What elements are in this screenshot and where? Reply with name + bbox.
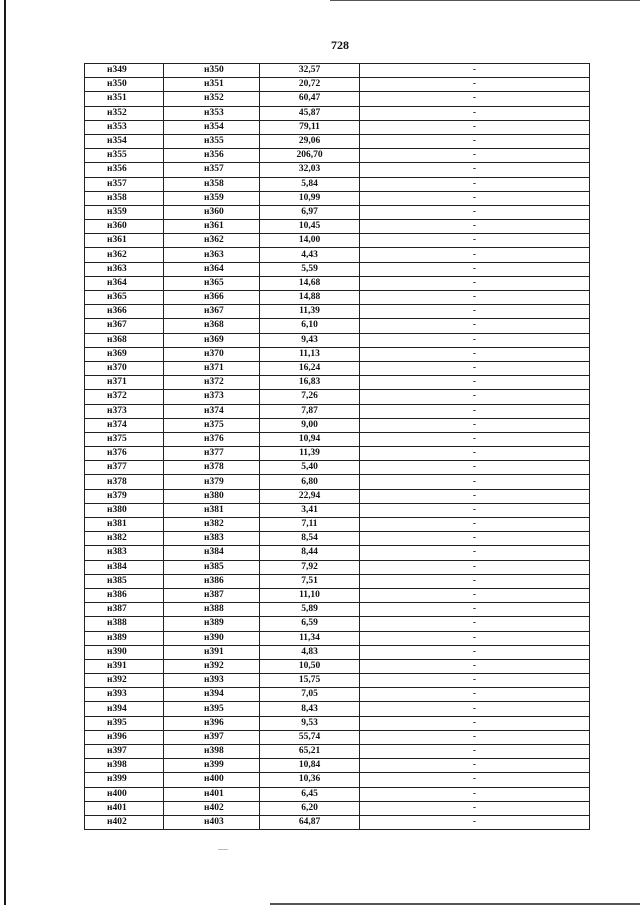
from-point-cell: н380 — [85, 503, 164, 517]
table-row — [85, 503, 590, 517]
note-cell: - — [360, 149, 590, 163]
length-cell: 6,59 — [260, 617, 360, 631]
note-cell: - — [360, 234, 590, 248]
from-point-cell: н389 — [85, 631, 164, 645]
length-cell: 5,89 — [260, 603, 360, 617]
to-point-cell: н351 — [164, 78, 260, 92]
length-cell: 7,51 — [260, 574, 360, 588]
length-cell: 60,47 — [260, 92, 360, 106]
to-point-cell: н390 — [164, 631, 260, 645]
from-point-cell: н382 — [85, 532, 164, 546]
table-row — [85, 390, 590, 404]
note-cell: - — [360, 503, 590, 517]
note-cell: - — [360, 518, 590, 532]
note-cell: - — [360, 801, 590, 815]
to-point-cell: н366 — [164, 291, 260, 305]
table-row — [85, 220, 590, 234]
note-cell: - — [360, 78, 590, 92]
table-row — [85, 347, 590, 361]
note-cell: - — [360, 730, 590, 744]
note-cell: - — [360, 418, 590, 432]
note-cell: - — [360, 532, 590, 546]
note-cell: - — [360, 106, 590, 120]
length-cell: 10,36 — [260, 773, 360, 787]
length-cell: 16,83 — [260, 376, 360, 390]
to-point-cell: н384 — [164, 546, 260, 560]
length-cell: 206,70 — [260, 149, 360, 163]
note-cell: - — [360, 305, 590, 319]
to-point-cell: н367 — [164, 305, 260, 319]
note-cell: - — [360, 163, 590, 177]
to-point-cell: н376 — [164, 432, 260, 446]
table-row — [85, 815, 590, 829]
from-point-cell: н363 — [85, 262, 164, 276]
length-cell: 6,97 — [260, 205, 360, 219]
to-point-cell: н378 — [164, 461, 260, 475]
to-point-cell: н380 — [164, 489, 260, 503]
length-cell: 10,50 — [260, 659, 360, 673]
length-cell: 10,94 — [260, 432, 360, 446]
table-row — [85, 163, 590, 177]
table-row — [85, 773, 590, 787]
from-point-cell: н392 — [85, 674, 164, 688]
to-point-cell: н362 — [164, 234, 260, 248]
to-point-cell: н359 — [164, 191, 260, 205]
table-row — [85, 120, 590, 134]
from-point-cell: н354 — [85, 134, 164, 148]
note-cell: - — [360, 319, 590, 333]
table-row — [85, 560, 590, 574]
from-point-cell: н365 — [85, 291, 164, 305]
length-cell: 15,75 — [260, 674, 360, 688]
from-point-cell: н352 — [85, 106, 164, 120]
note-cell: - — [360, 603, 590, 617]
to-point-cell: н402 — [164, 801, 260, 815]
to-point-cell: н379 — [164, 475, 260, 489]
to-point-cell: н373 — [164, 390, 260, 404]
table-row — [85, 64, 590, 78]
to-point-cell: н350 — [164, 64, 260, 78]
note-cell: - — [360, 560, 590, 574]
note-cell: - — [360, 92, 590, 106]
to-point-cell: н357 — [164, 163, 260, 177]
length-cell: 11,10 — [260, 588, 360, 602]
from-point-cell: н369 — [85, 347, 164, 361]
note-cell: - — [360, 546, 590, 560]
length-cell: 7,26 — [260, 390, 360, 404]
note-cell: - — [360, 447, 590, 461]
note-cell: - — [360, 688, 590, 702]
length-cell: 3,41 — [260, 503, 360, 517]
to-point-cell: н354 — [164, 120, 260, 134]
table-row — [85, 518, 590, 532]
length-cell: 29,06 — [260, 134, 360, 148]
length-cell: 7,11 — [260, 518, 360, 532]
table-row — [85, 631, 590, 645]
to-point-cell: н386 — [164, 574, 260, 588]
from-point-cell: н394 — [85, 702, 164, 716]
table-row — [85, 532, 590, 546]
table-row — [85, 659, 590, 673]
table-row — [85, 291, 590, 305]
from-point-cell: н388 — [85, 617, 164, 631]
from-point-cell: н383 — [85, 546, 164, 560]
note-cell: - — [360, 716, 590, 730]
from-point-cell: н398 — [85, 759, 164, 773]
from-point-cell: н390 — [85, 645, 164, 659]
to-point-cell: н365 — [164, 276, 260, 290]
from-point-cell: н372 — [85, 390, 164, 404]
from-point-cell: н391 — [85, 659, 164, 673]
note-cell: - — [360, 177, 590, 191]
from-point-cell: н401 — [85, 801, 164, 815]
length-cell: 7,87 — [260, 404, 360, 418]
length-cell: 8,43 — [260, 702, 360, 716]
to-point-cell: н401 — [164, 787, 260, 801]
from-point-cell: н385 — [85, 574, 164, 588]
to-point-cell: н391 — [164, 645, 260, 659]
table-row — [85, 134, 590, 148]
table-row — [85, 276, 590, 290]
length-cell: 6,20 — [260, 801, 360, 815]
from-point-cell: н395 — [85, 716, 164, 730]
note-cell: - — [360, 120, 590, 134]
from-point-cell: н375 — [85, 432, 164, 446]
to-point-cell: н371 — [164, 361, 260, 375]
from-point-cell: н351 — [85, 92, 164, 106]
note-cell: - — [360, 361, 590, 375]
length-cell: 5,40 — [260, 461, 360, 475]
table-row — [85, 447, 590, 461]
table-row — [85, 588, 590, 602]
table-row — [85, 489, 590, 503]
length-cell: 10,99 — [260, 191, 360, 205]
from-point-cell: н377 — [85, 461, 164, 475]
from-point-cell: н399 — [85, 773, 164, 787]
length-cell: 14,68 — [260, 276, 360, 290]
note-cell: - — [360, 461, 590, 475]
length-cell: 6,45 — [260, 787, 360, 801]
length-cell: 32,57 — [260, 64, 360, 78]
table-row — [85, 475, 590, 489]
from-point-cell: н362 — [85, 248, 164, 262]
from-point-cell: н355 — [85, 149, 164, 163]
table-row — [85, 78, 590, 92]
to-point-cell: н400 — [164, 773, 260, 787]
to-point-cell: н396 — [164, 716, 260, 730]
table-row — [85, 787, 590, 801]
to-point-cell: н397 — [164, 730, 260, 744]
table-row — [85, 674, 590, 688]
scan-edge-top — [330, 0, 640, 1]
from-point-cell: н400 — [85, 787, 164, 801]
length-cell: 65,21 — [260, 745, 360, 759]
note-cell: - — [360, 574, 590, 588]
from-point-cell: н381 — [85, 518, 164, 532]
note-cell: - — [360, 759, 590, 773]
table-row — [85, 716, 590, 730]
length-cell: 55,74 — [260, 730, 360, 744]
note-cell: - — [360, 631, 590, 645]
from-point-cell: н370 — [85, 361, 164, 375]
note-cell: - — [360, 588, 590, 602]
table-row — [85, 205, 590, 219]
to-point-cell: н372 — [164, 376, 260, 390]
table-row — [85, 191, 590, 205]
to-point-cell: н368 — [164, 319, 260, 333]
table-row — [85, 305, 590, 319]
from-point-cell: н361 — [85, 234, 164, 248]
to-point-cell: н377 — [164, 447, 260, 461]
to-point-cell: н389 — [164, 617, 260, 631]
table-row — [85, 92, 590, 106]
from-point-cell: н356 — [85, 163, 164, 177]
to-point-cell: н358 — [164, 177, 260, 191]
length-cell: 20,72 — [260, 78, 360, 92]
length-cell: 7,05 — [260, 688, 360, 702]
length-cell: 9,43 — [260, 333, 360, 347]
from-point-cell: н396 — [85, 730, 164, 744]
scan-edge-left — [4, 0, 6, 905]
table-row — [85, 333, 590, 347]
from-point-cell: н376 — [85, 447, 164, 461]
length-cell: 11,39 — [260, 305, 360, 319]
length-cell: 8,54 — [260, 532, 360, 546]
note-cell: - — [360, 333, 590, 347]
length-cell: 9,53 — [260, 716, 360, 730]
from-point-cell: н378 — [85, 475, 164, 489]
table-row — [85, 404, 590, 418]
note-cell: - — [360, 134, 590, 148]
length-cell: 6,80 — [260, 475, 360, 489]
to-point-cell: н387 — [164, 588, 260, 602]
note-cell: - — [360, 291, 590, 305]
length-cell: 11,13 — [260, 347, 360, 361]
table-row — [85, 745, 590, 759]
to-point-cell: н388 — [164, 603, 260, 617]
table-row — [85, 319, 590, 333]
note-cell: - — [360, 617, 590, 631]
note-cell: - — [360, 773, 590, 787]
from-point-cell: н397 — [85, 745, 164, 759]
to-point-cell: н360 — [164, 205, 260, 219]
from-point-cell: н360 — [85, 220, 164, 234]
to-point-cell: н385 — [164, 560, 260, 574]
length-cell: 7,92 — [260, 560, 360, 574]
from-point-cell: н387 — [85, 603, 164, 617]
from-point-cell: н374 — [85, 418, 164, 432]
note-cell: - — [360, 404, 590, 418]
note-cell: - — [360, 475, 590, 489]
to-point-cell: н403 — [164, 815, 260, 829]
length-cell: 45,87 — [260, 106, 360, 120]
table-row — [85, 617, 590, 631]
to-point-cell: н355 — [164, 134, 260, 148]
note-cell: - — [360, 276, 590, 290]
length-cell: 10,84 — [260, 759, 360, 773]
table-row — [85, 461, 590, 475]
note-cell: - — [360, 262, 590, 276]
from-point-cell: н373 — [85, 404, 164, 418]
table-row — [85, 361, 590, 375]
note-cell: - — [360, 659, 590, 673]
from-point-cell: н353 — [85, 120, 164, 134]
note-cell: - — [360, 745, 590, 759]
to-point-cell: н361 — [164, 220, 260, 234]
from-point-cell: н379 — [85, 489, 164, 503]
table-row — [85, 248, 590, 262]
from-point-cell: н357 — [85, 177, 164, 191]
from-point-cell: н367 — [85, 319, 164, 333]
note-cell: - — [360, 376, 590, 390]
note-cell: - — [360, 674, 590, 688]
length-cell: 11,39 — [260, 447, 360, 461]
length-cell: 8,44 — [260, 546, 360, 560]
table-row — [85, 801, 590, 815]
table-row — [85, 376, 590, 390]
length-cell: 10,45 — [260, 220, 360, 234]
note-cell: - — [360, 815, 590, 829]
length-cell: 5,84 — [260, 177, 360, 191]
from-point-cell: н359 — [85, 205, 164, 219]
length-cell: 4,43 — [260, 248, 360, 262]
note-cell: - — [360, 220, 590, 234]
note-cell: - — [360, 191, 590, 205]
from-point-cell: н350 — [85, 78, 164, 92]
table-row — [85, 432, 590, 446]
to-point-cell: н394 — [164, 688, 260, 702]
table-row — [85, 730, 590, 744]
note-cell: - — [360, 390, 590, 404]
to-point-cell: н353 — [164, 106, 260, 120]
note-cell: - — [360, 645, 590, 659]
to-point-cell: н398 — [164, 745, 260, 759]
from-point-cell: н364 — [85, 276, 164, 290]
length-cell: 11,34 — [260, 631, 360, 645]
table-row — [85, 106, 590, 120]
from-point-cell: н349 — [85, 64, 164, 78]
to-point-cell: н356 — [164, 149, 260, 163]
table-row — [85, 418, 590, 432]
note-cell: - — [360, 489, 590, 503]
table-row — [85, 702, 590, 716]
table-row — [85, 177, 590, 191]
table-row — [85, 262, 590, 276]
to-point-cell: н363 — [164, 248, 260, 262]
to-point-cell: н393 — [164, 674, 260, 688]
from-point-cell: н368 — [85, 333, 164, 347]
to-point-cell: н382 — [164, 518, 260, 532]
table-body — [85, 64, 590, 830]
length-cell: 64,87 — [260, 815, 360, 829]
to-point-cell: н383 — [164, 532, 260, 546]
from-point-cell: н366 — [85, 305, 164, 319]
length-cell: 9,00 — [260, 418, 360, 432]
to-point-cell: н395 — [164, 702, 260, 716]
note-cell: - — [360, 432, 590, 446]
table-row — [85, 645, 590, 659]
from-point-cell: н393 — [85, 688, 164, 702]
to-point-cell: н374 — [164, 404, 260, 418]
length-cell: 14,00 — [260, 234, 360, 248]
length-cell: 32,03 — [260, 163, 360, 177]
to-point-cell: н369 — [164, 333, 260, 347]
note-cell: - — [360, 702, 590, 716]
table-row — [85, 688, 590, 702]
to-point-cell: н370 — [164, 347, 260, 361]
data-table — [84, 63, 590, 830]
footer-mark — [218, 849, 228, 850]
to-point-cell: н352 — [164, 92, 260, 106]
from-point-cell: н358 — [85, 191, 164, 205]
table-row — [85, 574, 590, 588]
from-point-cell: н384 — [85, 560, 164, 574]
to-point-cell: н375 — [164, 418, 260, 432]
length-cell: 5,59 — [260, 262, 360, 276]
note-cell: - — [360, 205, 590, 219]
length-cell: 16,24 — [260, 361, 360, 375]
page-number: 728 — [331, 38, 349, 52]
length-cell: 4,83 — [260, 645, 360, 659]
note-cell: - — [360, 64, 590, 78]
to-point-cell: н399 — [164, 759, 260, 773]
table-row — [85, 603, 590, 617]
from-point-cell: н371 — [85, 376, 164, 390]
note-cell: - — [360, 787, 590, 801]
note-cell: - — [360, 248, 590, 262]
note-cell: - — [360, 347, 590, 361]
table-row — [85, 149, 590, 163]
table-row — [85, 759, 590, 773]
length-cell: 22,94 — [260, 489, 360, 503]
to-point-cell: н392 — [164, 659, 260, 673]
from-point-cell: н386 — [85, 588, 164, 602]
table-row — [85, 546, 590, 560]
to-point-cell: н381 — [164, 503, 260, 517]
from-point-cell: н402 — [85, 815, 164, 829]
to-point-cell: н364 — [164, 262, 260, 276]
length-cell: 79,11 — [260, 120, 360, 134]
table-row — [85, 234, 590, 248]
length-cell: 14,88 — [260, 291, 360, 305]
length-cell: 6,10 — [260, 319, 360, 333]
